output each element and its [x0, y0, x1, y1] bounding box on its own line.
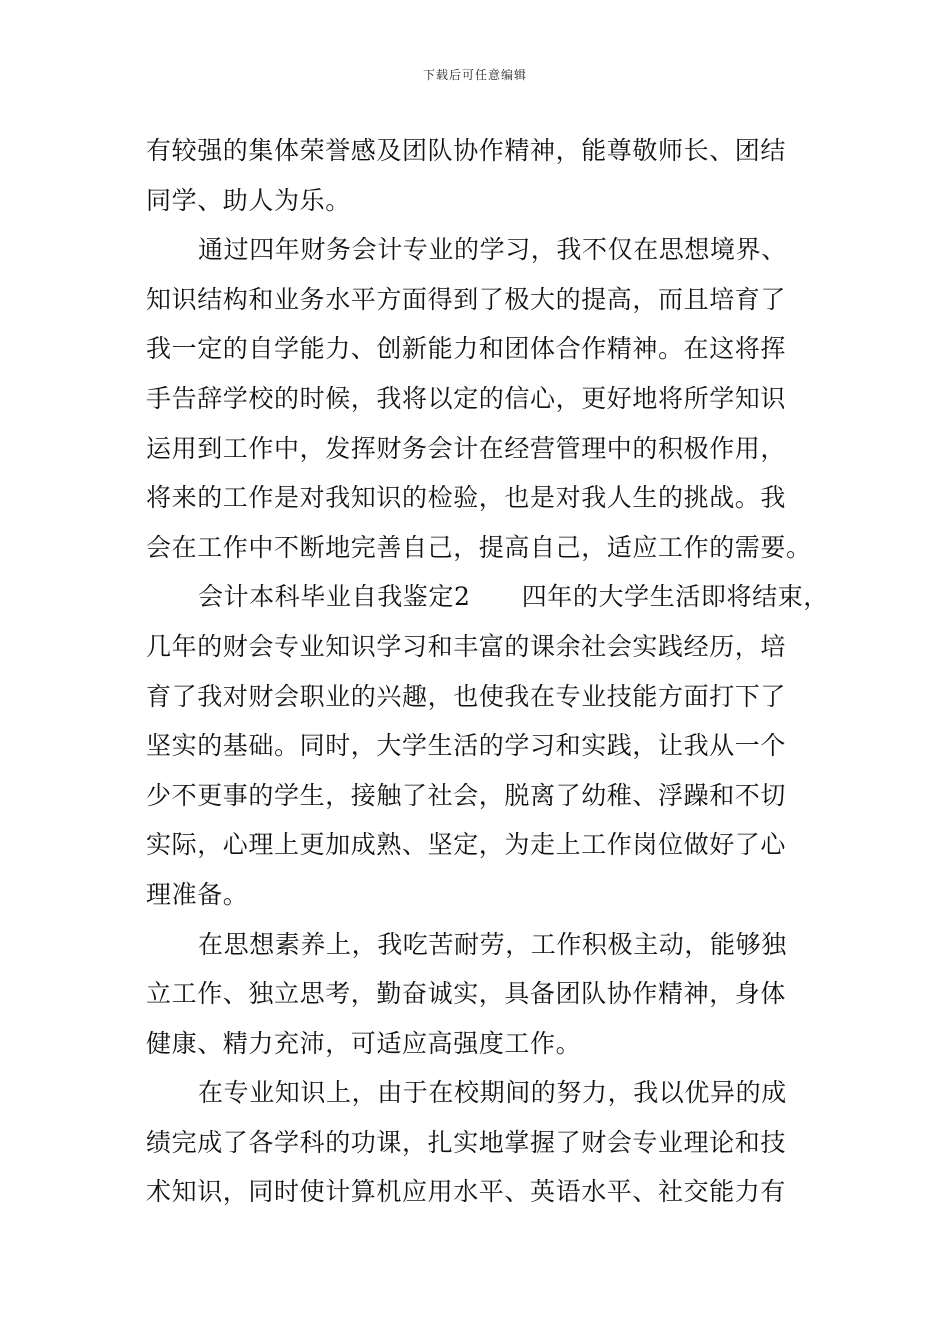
text-line: 理准备。: [146, 879, 249, 909]
body-text: [146, 126, 829, 1217]
text-line: 立工作、独立思考，勤奋诚实，具备团队协作精神，身体: [146, 979, 787, 1009]
text-line: 育了我对财会职业的兴趣，也使我在专业技能方面打下了: [146, 681, 787, 711]
text-line: 同学、助人为乐。: [146, 185, 351, 215]
text-line: 少不更事的学生，接触了社会，脱离了幼稚、浮躁和不切: [146, 780, 787, 810]
text-line: 会在工作中不断地完善自己，提高自己，适应工作的需要。: [146, 532, 812, 562]
text-line: 绩完成了各学科的功课，扎实地掌握了财会专业理论和技: [146, 1127, 787, 1157]
text-line: 健康、精力充沛，可适应高强度工作。: [146, 1028, 582, 1058]
text-line: 术知识，同时使计算机应用水平、英语水平、社交能力有: [146, 1177, 787, 1207]
header-note: 下载后可任意编辑: [422, 68, 527, 82]
text-line: 将来的工作是对我知识的检验，也是对我人生的挑战。我: [146, 483, 787, 513]
text-line: 坚实的基础。同时，大学生活的学习和实践，让我从一个: [146, 731, 787, 761]
text-line: 我一定的自学能力、创新能力和团体合作精神。在这将挥: [146, 334, 787, 364]
text-line: 在思想素养上，我吃苦耐劳，工作积极主动，能够独: [198, 929, 787, 959]
text-line: 手告辞学校的时候，我将以定的信心，更好地将所学知识: [146, 383, 787, 413]
text-line: 有较强的集体荣誉感及团队协作精神，能尊敬师长、团结: [146, 136, 787, 165]
text-line: 在专业知识上，由于在校期间的努力，我以优异的成: [198, 1078, 787, 1108]
section-heading-line: 会计本科毕业自我鉴定2 四年的大学生活即将结束，: [198, 582, 829, 612]
text-line: 通过四年财务会计专业的学习，我不仅在思想境界、: [198, 235, 787, 265]
text-line: 几年的财会专业知识学习和丰富的课余社会实践经历，培: [146, 631, 787, 661]
text-line: 知识结构和业务水平方面得到了极大的提高，而且培育了: [146, 284, 787, 314]
text-line: 运用到工作中，发挥财务会计在经营管理中的积极作用，: [146, 433, 787, 463]
text-line: 实际，心理上更加成熟、坚定，为走上工作岗位做好了心: [146, 830, 787, 860]
